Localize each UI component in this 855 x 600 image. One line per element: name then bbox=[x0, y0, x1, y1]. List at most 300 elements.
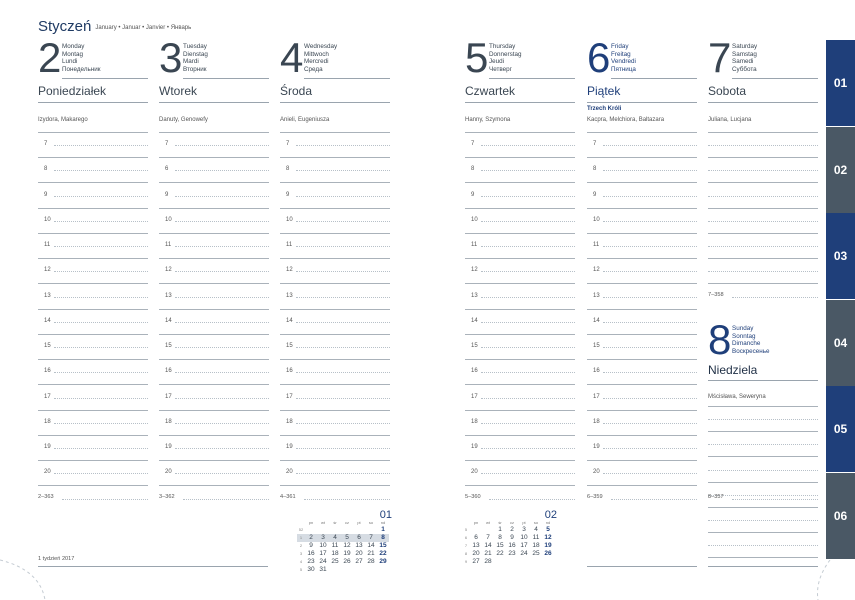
mini-day[interactable]: 18 bbox=[331, 550, 339, 557]
hour-line[interactable] bbox=[465, 208, 575, 209]
mini-day[interactable] bbox=[341, 566, 353, 574]
hour-line[interactable] bbox=[38, 182, 148, 183]
mini-day[interactable] bbox=[353, 566, 365, 574]
half-hour-line[interactable] bbox=[54, 297, 148, 298]
half-hour-line[interactable] bbox=[296, 246, 390, 247]
hour-line[interactable] bbox=[280, 334, 390, 335]
mini-day[interactable]: 3 bbox=[522, 526, 526, 533]
month-title: Styczeń bbox=[38, 18, 92, 35]
hour-line[interactable] bbox=[587, 435, 697, 436]
hour-line[interactable] bbox=[280, 485, 390, 486]
week-label: 1 tydzień 2017 bbox=[38, 556, 75, 562]
hour-label: 7 bbox=[471, 141, 475, 147]
half-hour-line[interactable] bbox=[603, 347, 697, 348]
hour-line[interactable] bbox=[465, 359, 575, 360]
hour-line[interactable] bbox=[38, 258, 148, 259]
hour-line[interactable] bbox=[465, 182, 575, 183]
header-rule bbox=[62, 78, 148, 79]
hour-label: 16 bbox=[471, 368, 478, 375]
hour-line[interactable] bbox=[280, 435, 390, 436]
half-hour-line[interactable] bbox=[296, 398, 390, 399]
mini-day[interactable] bbox=[470, 526, 482, 534]
translation-3: Четверг bbox=[489, 65, 512, 73]
half-hour-line[interactable] bbox=[603, 322, 697, 323]
hour-line[interactable] bbox=[38, 410, 148, 411]
month-tab-06[interactable]: 06 bbox=[826, 473, 855, 559]
mini-day[interactable]: 27 bbox=[355, 558, 363, 565]
half-hour-line[interactable] bbox=[603, 398, 697, 399]
mini-day[interactable]: 13 bbox=[355, 542, 363, 549]
half-hour-line[interactable] bbox=[481, 448, 575, 449]
mini-day[interactable]: 9 bbox=[510, 534, 514, 541]
week-number: 9 bbox=[464, 559, 468, 564]
hour-line[interactable] bbox=[38, 157, 148, 158]
hour-line[interactable] bbox=[280, 233, 390, 234]
half-hour-line[interactable] bbox=[481, 423, 575, 424]
half-hour-line[interactable] bbox=[175, 297, 269, 298]
translation-1: Samstag bbox=[732, 50, 757, 58]
mini-day[interactable]: 9 bbox=[309, 542, 313, 549]
mini-day[interactable]: 3 bbox=[321, 534, 325, 541]
hour-label: 20 bbox=[471, 469, 478, 476]
mini-calendar-jan bbox=[297, 520, 389, 574]
half-hour-line[interactable] bbox=[603, 271, 697, 272]
mini-day[interactable] bbox=[494, 558, 506, 566]
mini-day[interactable]: 14 bbox=[484, 542, 492, 549]
hour-line[interactable] bbox=[587, 460, 697, 461]
hour-line[interactable] bbox=[38, 309, 148, 310]
mini-day[interactable]: 28 bbox=[367, 558, 375, 565]
half-hour-line[interactable] bbox=[708, 470, 818, 471]
day-name-rule bbox=[38, 102, 148, 103]
hour-line[interactable] bbox=[159, 258, 269, 259]
mini-day[interactable]: 19 bbox=[544, 542, 552, 549]
translation-0: Thursday bbox=[489, 43, 516, 50]
mini-day[interactable]: 1 bbox=[498, 526, 502, 533]
hour-line[interactable] bbox=[159, 384, 269, 385]
half-hour-line[interactable] bbox=[708, 196, 818, 197]
half-hour-line[interactable] bbox=[708, 419, 818, 420]
translation-2: Lundi bbox=[62, 58, 78, 66]
half-hour-line[interactable] bbox=[54, 145, 148, 146]
hour-label: 18 bbox=[471, 418, 478, 425]
month-tab-01[interactable]: 01 bbox=[826, 40, 855, 126]
half-hour-line[interactable] bbox=[708, 246, 818, 247]
hour-line[interactable] bbox=[708, 431, 818, 432]
hour-line[interactable] bbox=[159, 435, 269, 436]
half-hour-line[interactable] bbox=[296, 170, 390, 171]
hour-label: 7 bbox=[593, 141, 597, 147]
half-hour-line[interactable] bbox=[296, 473, 390, 474]
hour-line[interactable] bbox=[587, 233, 697, 234]
name-day: Anieli, Eugeniusza bbox=[280, 117, 330, 123]
half-hour-line[interactable] bbox=[708, 520, 818, 521]
day-name-rule bbox=[708, 102, 818, 103]
mini-day[interactable]: 8 bbox=[498, 534, 502, 541]
half-hour-line[interactable] bbox=[603, 372, 697, 373]
half-hour-line[interactable] bbox=[296, 196, 390, 197]
name-day: Kacpra, Melchiora, Baltazara bbox=[587, 117, 665, 123]
mini-day[interactable]: 5 bbox=[345, 534, 349, 541]
mini-day[interactable] bbox=[482, 526, 494, 534]
half-hour-line[interactable] bbox=[708, 495, 818, 496]
half-hour-line[interactable] bbox=[603, 423, 697, 424]
mini-day[interactable]: 7 bbox=[486, 534, 490, 541]
hour-line[interactable] bbox=[587, 384, 697, 385]
mini-day[interactable]: 25 bbox=[331, 558, 339, 565]
mini-day[interactable]: 21 bbox=[484, 550, 492, 557]
half-hour-line[interactable] bbox=[296, 271, 390, 272]
half-hour-line[interactable] bbox=[603, 297, 697, 298]
half-hour-line[interactable] bbox=[481, 473, 575, 474]
mini-day[interactable]: 6 bbox=[357, 534, 361, 541]
mini-day[interactable]: 21 bbox=[367, 550, 375, 557]
mini-day[interactable] bbox=[365, 526, 377, 534]
mini-day[interactable]: 11 bbox=[331, 542, 339, 549]
mini-day[interactable]: 11 bbox=[532, 534, 540, 541]
hour-line[interactable] bbox=[159, 233, 269, 234]
half-hour-line[interactable] bbox=[708, 444, 818, 445]
hour-line[interactable] bbox=[587, 410, 697, 411]
half-hour-line[interactable] bbox=[54, 322, 148, 323]
hour-line[interactable] bbox=[708, 507, 818, 508]
hour-line[interactable] bbox=[159, 460, 269, 461]
hour-line[interactable] bbox=[159, 309, 269, 310]
translation-0: Monday bbox=[62, 43, 85, 50]
half-hour-line[interactable] bbox=[54, 347, 148, 348]
mini-day[interactable]: 18 bbox=[532, 542, 540, 549]
hour-line[interactable] bbox=[38, 359, 148, 360]
mini-day[interactable]: 15 bbox=[496, 542, 504, 549]
day-name: Piątek bbox=[587, 84, 621, 98]
header-rule bbox=[304, 78, 390, 79]
hour-line[interactable] bbox=[587, 359, 697, 360]
hour-line[interactable] bbox=[159, 485, 269, 486]
mini-day[interactable]: 17 bbox=[319, 550, 327, 557]
hour-line[interactable] bbox=[38, 435, 148, 436]
hour-line[interactable] bbox=[708, 532, 818, 533]
hour-line[interactable] bbox=[465, 157, 575, 158]
mini-day[interactable] bbox=[317, 526, 329, 534]
mini-day[interactable]: 20 bbox=[472, 550, 480, 557]
half-hour-line[interactable] bbox=[175, 347, 269, 348]
hour-line[interactable] bbox=[708, 233, 818, 234]
mini-day[interactable]: 25 bbox=[532, 550, 540, 557]
hour-line[interactable] bbox=[38, 460, 148, 461]
hour-line[interactable] bbox=[38, 233, 148, 234]
hour-line[interactable] bbox=[465, 309, 575, 310]
mini-day[interactable] bbox=[530, 558, 542, 566]
half-hour-line[interactable] bbox=[54, 473, 148, 474]
hour-line[interactable] bbox=[708, 182, 818, 183]
weekday-label: cz bbox=[345, 520, 349, 525]
mini-day[interactable]: 20 bbox=[355, 550, 363, 557]
weekday-label: cz bbox=[510, 520, 514, 525]
half-hour-line[interactable] bbox=[175, 398, 269, 399]
day-name-translations bbox=[611, 43, 636, 73]
mini-day[interactable]: 13 bbox=[472, 542, 480, 549]
header-rule bbox=[611, 78, 697, 79]
half-hour-line[interactable] bbox=[175, 372, 269, 373]
half-hour-line[interactable] bbox=[603, 145, 697, 146]
half-hour-line[interactable] bbox=[708, 145, 818, 146]
half-hour-line[interactable] bbox=[603, 246, 697, 247]
month-tab-04[interactable]: 04 bbox=[826, 300, 855, 386]
half-hour-line[interactable] bbox=[175, 221, 269, 222]
half-hour-line[interactable] bbox=[481, 196, 575, 197]
half-hour-line[interactable] bbox=[603, 196, 697, 197]
hour-label: 7 bbox=[44, 141, 48, 147]
half-hour-line[interactable] bbox=[54, 170, 148, 171]
month-tab-05[interactable]: 05 bbox=[826, 386, 855, 472]
half-hour-line[interactable] bbox=[296, 423, 390, 424]
mini-day[interactable] bbox=[506, 558, 518, 566]
half-hour-line[interactable] bbox=[175, 423, 269, 424]
mini-day[interactable]: 10 bbox=[319, 542, 327, 549]
hour-line[interactable] bbox=[465, 435, 575, 436]
hour-line[interactable] bbox=[708, 456, 818, 457]
day-column-6 bbox=[587, 34, 697, 508]
hour-line[interactable] bbox=[38, 208, 148, 209]
month-tab-03[interactable]: 03 bbox=[826, 213, 855, 299]
hour-line[interactable] bbox=[159, 283, 269, 284]
hour-label: 13 bbox=[593, 292, 600, 299]
half-hour-line[interactable] bbox=[175, 271, 269, 272]
mini-day[interactable] bbox=[518, 558, 530, 566]
hour-line[interactable] bbox=[587, 485, 697, 486]
translation-2: Jeudi bbox=[489, 58, 505, 66]
day-column-2 bbox=[38, 34, 148, 508]
mini-day[interactable]: 6 bbox=[474, 534, 478, 541]
mini-day[interactable] bbox=[542, 558, 554, 566]
hour-label: 9 bbox=[286, 191, 290, 198]
day-name-translations bbox=[489, 43, 522, 73]
hour-line[interactable] bbox=[280, 182, 390, 183]
half-hour-line[interactable] bbox=[54, 271, 148, 272]
half-hour-line[interactable] bbox=[708, 271, 818, 272]
hour-line[interactable] bbox=[159, 410, 269, 411]
hour-line[interactable] bbox=[587, 208, 697, 209]
hour-label: 14 bbox=[471, 317, 478, 324]
mini-day[interactable]: 28 bbox=[484, 558, 492, 565]
hour-line[interactable] bbox=[587, 157, 697, 158]
mini-day[interactable]: 23 bbox=[508, 550, 516, 557]
half-hour-line[interactable] bbox=[296, 347, 390, 348]
hour-line[interactable] bbox=[38, 485, 148, 486]
half-hour-line[interactable] bbox=[708, 170, 818, 171]
hour-line[interactable] bbox=[465, 460, 575, 461]
half-hour-line[interactable] bbox=[708, 545, 818, 546]
hour-line[interactable] bbox=[465, 384, 575, 385]
mini-day[interactable]: 16 bbox=[508, 542, 516, 549]
half-hour-line[interactable] bbox=[175, 196, 269, 197]
hour-line[interactable] bbox=[280, 460, 390, 461]
hour-line[interactable] bbox=[159, 359, 269, 360]
hour-line[interactable] bbox=[280, 309, 390, 310]
half-hour-line[interactable] bbox=[296, 322, 390, 323]
mini-day[interactable]: 27 bbox=[472, 558, 480, 565]
mini-day[interactable] bbox=[353, 526, 365, 534]
weekday-label: pt bbox=[357, 520, 361, 525]
half-hour-line[interactable] bbox=[54, 398, 148, 399]
hour-line[interactable] bbox=[280, 208, 390, 209]
half-hour-line[interactable] bbox=[54, 448, 148, 449]
mini-day[interactable]: 4 bbox=[333, 534, 337, 541]
half-hour-line[interactable] bbox=[175, 448, 269, 449]
half-hour-line[interactable] bbox=[603, 473, 697, 474]
mini-day[interactable]: 26 bbox=[343, 558, 351, 565]
hour-line[interactable] bbox=[587, 309, 697, 310]
half-hour-line[interactable] bbox=[708, 221, 818, 222]
mini-day[interactable]: 5 bbox=[546, 526, 550, 533]
mini-day[interactable]: 14 bbox=[367, 542, 375, 549]
mini-day[interactable]: 2 bbox=[510, 526, 514, 533]
hour-line[interactable] bbox=[38, 283, 148, 284]
name-day-rule bbox=[465, 132, 575, 133]
mini-day[interactable]: 10 bbox=[520, 534, 528, 541]
hour-line[interactable] bbox=[465, 283, 575, 284]
hour-label: 17 bbox=[286, 393, 293, 400]
half-hour-line[interactable] bbox=[481, 145, 575, 146]
half-hour-line[interactable] bbox=[175, 145, 269, 146]
hour-line[interactable] bbox=[708, 208, 818, 209]
half-hour-line[interactable] bbox=[54, 221, 148, 222]
hour-line[interactable] bbox=[280, 410, 390, 411]
mini-calendar-feb-title: 02 bbox=[544, 509, 557, 521]
corner-decoration-left bbox=[0, 540, 60, 600]
mini-day[interactable]: 19 bbox=[343, 550, 351, 557]
mini-day[interactable] bbox=[329, 526, 341, 534]
half-hour-line[interactable] bbox=[54, 423, 148, 424]
half-hour-line[interactable] bbox=[54, 246, 148, 247]
hour-line[interactable] bbox=[280, 384, 390, 385]
hour-line[interactable] bbox=[280, 258, 390, 259]
mini-week-row bbox=[297, 542, 389, 550]
hour-line[interactable] bbox=[708, 482, 818, 483]
mini-day[interactable]: 26 bbox=[544, 550, 552, 557]
half-hour-line[interactable] bbox=[296, 372, 390, 373]
hour-line[interactable] bbox=[280, 359, 390, 360]
half-hour-line[interactable] bbox=[481, 271, 575, 272]
half-hour-line[interactable] bbox=[603, 170, 697, 171]
hour-line[interactable] bbox=[280, 283, 390, 284]
half-hour-line[interactable] bbox=[603, 221, 697, 222]
half-hour-line[interactable] bbox=[603, 448, 697, 449]
mini-day[interactable] bbox=[377, 566, 389, 574]
half-hour-line[interactable] bbox=[481, 246, 575, 247]
mini-day[interactable]: 2 bbox=[309, 534, 313, 541]
day-name-translations bbox=[62, 43, 101, 73]
translation-2: Vendredi bbox=[611, 58, 636, 66]
mini-day[interactable]: 22 bbox=[379, 550, 387, 557]
day-of-year: 3–362 bbox=[159, 494, 175, 500]
hour-line[interactable] bbox=[38, 384, 148, 385]
hour-line[interactable] bbox=[587, 258, 697, 259]
week-number: 5 bbox=[464, 527, 468, 532]
mini-day[interactable]: 24 bbox=[520, 550, 528, 557]
hour-line[interactable] bbox=[159, 157, 269, 158]
mini-day[interactable] bbox=[365, 566, 377, 574]
hour-label: 11 bbox=[44, 242, 51, 248]
hour-line[interactable] bbox=[38, 334, 148, 335]
half-hour-line[interactable] bbox=[481, 347, 575, 348]
hour-label: 16 bbox=[44, 368, 51, 375]
hour-line[interactable] bbox=[159, 208, 269, 209]
mini-day[interactable] bbox=[341, 526, 353, 534]
hour-label: 6 bbox=[165, 166, 169, 173]
mini-day[interactable]: 12 bbox=[343, 542, 351, 549]
half-hour-line[interactable] bbox=[175, 170, 269, 171]
half-hour-line[interactable] bbox=[54, 196, 148, 197]
mini-day[interactable] bbox=[329, 566, 341, 574]
name-day: Mścisława, Seweryna bbox=[708, 394, 766, 400]
half-hour-line[interactable] bbox=[54, 372, 148, 373]
half-hour-line[interactable] bbox=[481, 398, 575, 399]
hour-line[interactable] bbox=[708, 283, 818, 284]
half-hour-line[interactable] bbox=[481, 221, 575, 222]
half-hour-line[interactable] bbox=[296, 297, 390, 298]
mini-day[interactable]: 30 bbox=[307, 566, 315, 573]
hour-line[interactable] bbox=[465, 258, 575, 259]
mini-day[interactable]: 4 bbox=[534, 526, 538, 533]
half-hour-line[interactable] bbox=[175, 246, 269, 247]
mini-day[interactable]: 22 bbox=[496, 550, 504, 557]
half-hour-line[interactable] bbox=[296, 145, 390, 146]
hour-line[interactable] bbox=[280, 157, 390, 158]
hour-line[interactable] bbox=[708, 157, 818, 158]
half-hour-line[interactable] bbox=[175, 322, 269, 323]
mini-day[interactable] bbox=[305, 526, 317, 534]
month-tab-02[interactable]: 02 bbox=[826, 127, 855, 213]
mini-day[interactable]: 31 bbox=[319, 566, 327, 573]
hour-line[interactable] bbox=[587, 283, 697, 284]
hour-line[interactable] bbox=[587, 334, 697, 335]
day-name-translations bbox=[732, 43, 757, 73]
hour-line[interactable] bbox=[587, 182, 697, 183]
hour-line[interactable] bbox=[465, 334, 575, 335]
half-hour-line[interactable] bbox=[481, 322, 575, 323]
hour-line[interactable] bbox=[708, 258, 818, 259]
half-hour-line[interactable] bbox=[481, 297, 575, 298]
hour-line[interactable] bbox=[465, 410, 575, 411]
mini-day[interactable]: 15 bbox=[379, 542, 387, 549]
mini-day[interactable]: 16 bbox=[307, 550, 315, 557]
hour-label: 18 bbox=[286, 418, 293, 425]
hour-line[interactable] bbox=[465, 233, 575, 234]
hour-line[interactable] bbox=[159, 182, 269, 183]
footer-rule bbox=[62, 499, 148, 500]
mini-day[interactable]: 12 bbox=[544, 534, 552, 541]
hour-line[interactable] bbox=[159, 334, 269, 335]
hour-label: 15 bbox=[593, 343, 600, 349]
mini-day[interactable]: 29 bbox=[379, 558, 387, 565]
half-hour-line[interactable] bbox=[296, 221, 390, 222]
mini-day[interactable]: 1 bbox=[381, 526, 385, 533]
half-hour-line[interactable] bbox=[296, 448, 390, 449]
hour-line[interactable] bbox=[465, 485, 575, 486]
mini-day[interactable]: 23 bbox=[307, 558, 315, 565]
half-hour-line[interactable] bbox=[481, 170, 575, 171]
hour-label: 10 bbox=[165, 216, 172, 223]
mini-day[interactable]: 7 bbox=[369, 534, 373, 541]
weekday-label: wt bbox=[486, 520, 490, 525]
half-hour-line[interactable] bbox=[175, 473, 269, 474]
mini-day[interactable]: 17 bbox=[520, 542, 528, 549]
mini-day[interactable]: 8 bbox=[381, 534, 385, 541]
half-hour-line[interactable] bbox=[481, 372, 575, 373]
mini-day[interactable]: 24 bbox=[319, 558, 327, 565]
hour-line[interactable] bbox=[708, 557, 818, 558]
